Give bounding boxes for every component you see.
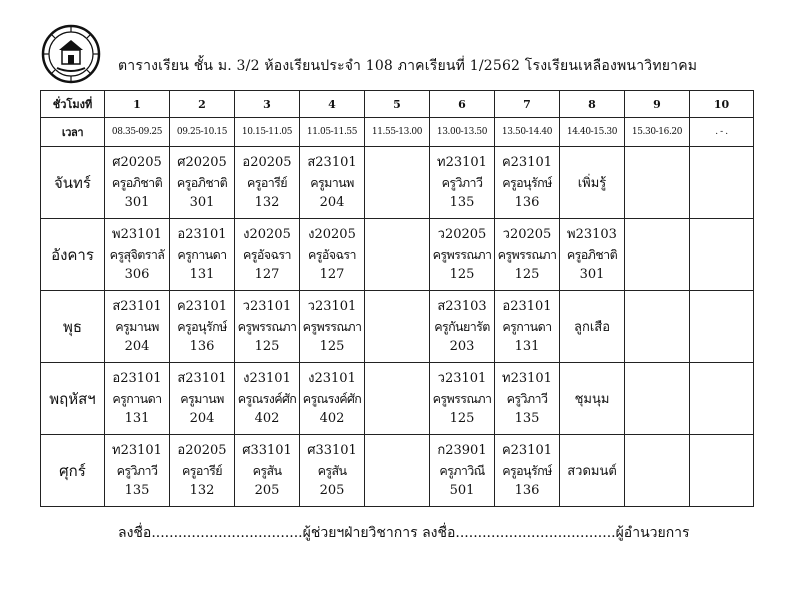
class-room: 125 <box>449 410 475 426</box>
class-teacher: ครูอนุรักษ์ <box>502 462 552 478</box>
class-teacher: ครูกานดา <box>502 318 552 334</box>
class-teacher: ครูอัจฉรา <box>308 246 356 262</box>
class-code: พ23101 <box>112 226 162 242</box>
class-code: ว23101 <box>437 370 487 386</box>
period-time: 13.50-14.40 <box>495 118 560 147</box>
class-code: อ23101 <box>177 226 227 242</box>
class-cell <box>170 363 235 435</box>
class-room: 301 <box>579 266 605 282</box>
class-cell <box>430 435 495 507</box>
schedule-table <box>40 90 754 507</box>
class-cell <box>170 435 235 507</box>
class-room: 131 <box>124 410 150 426</box>
day-name: จันทร์ <box>41 147 105 219</box>
class-room: 125 <box>514 266 540 282</box>
class-room: 132 <box>189 482 215 498</box>
empty-cell <box>625 435 690 507</box>
period-number: 6 <box>430 91 495 118</box>
class-code: ท23101 <box>437 154 487 170</box>
empty-cell <box>365 363 430 435</box>
period-number: 9 <box>625 91 690 118</box>
empty-cell <box>690 435 754 507</box>
class-teacher: ครูณรงค์ศัก <box>237 390 297 406</box>
class-cell <box>430 363 495 435</box>
class-room: 204 <box>124 338 150 354</box>
class-code: ส23101 <box>177 370 227 386</box>
class-room: 301 <box>189 194 215 210</box>
period-number: 5 <box>365 91 430 118</box>
day-row <box>41 291 754 363</box>
period-time: 08.35-09.25 <box>105 118 170 147</box>
class-teacher: ครูวิภาวี <box>116 462 158 478</box>
class-code: ศ20205 <box>177 154 227 170</box>
class-code: อ23101 <box>112 370 162 386</box>
class-teacher: ครูอภิชาติ <box>111 174 163 190</box>
class-cell <box>105 147 170 219</box>
class-code: ว23101 <box>307 298 357 314</box>
class-cell <box>235 147 300 219</box>
class-cell <box>300 435 365 507</box>
class-cell <box>495 363 560 435</box>
class-teacher: ครูพรรณภา <box>432 246 492 262</box>
class-teacher: ครูอารีย์ <box>246 174 288 190</box>
activity-cell: ชุมนุม <box>560 363 625 435</box>
class-cell <box>235 363 300 435</box>
period-time: 13.00-13.50 <box>430 118 495 147</box>
period-number: 8 <box>560 91 625 118</box>
class-room: 136 <box>514 194 540 210</box>
activity-cell: เพิ่มรู้ <box>560 147 625 219</box>
class-code: ก23901 <box>437 442 487 458</box>
class-teacher: ครูพรรณภา <box>497 246 557 262</box>
class-teacher: ครูมานพ <box>310 174 354 190</box>
empty-cell <box>690 291 754 363</box>
class-teacher: ครูวิภาวี <box>506 390 548 406</box>
class-cell <box>495 147 560 219</box>
class-code: อ20205 <box>242 154 292 170</box>
class-teacher: ครูอัจฉรา <box>243 246 291 262</box>
class-code: ศ20205 <box>112 154 162 170</box>
class-teacher: ครูพรรณภา <box>302 318 362 334</box>
school-seal-icon <box>41 24 101 84</box>
class-cell <box>300 219 365 291</box>
period-time: 11.55-13.00 <box>365 118 430 147</box>
period-time: . - . <box>690 118 754 147</box>
class-room: 125 <box>254 338 280 354</box>
class-cell <box>300 291 365 363</box>
class-cell <box>235 435 300 507</box>
time-row <box>41 118 754 147</box>
empty-cell <box>625 147 690 219</box>
class-teacher: ครูกานดา <box>112 390 162 406</box>
class-teacher: ครูภาวิณี <box>439 462 485 478</box>
class-room: 135 <box>514 410 540 426</box>
class-code: ว20205 <box>437 226 487 242</box>
class-room: 402 <box>319 410 345 426</box>
day-row <box>41 219 754 291</box>
period-time: 09.25-10.15 <box>170 118 235 147</box>
class-code: ศ33101 <box>307 442 357 458</box>
day-name: พุธ <box>41 291 105 363</box>
period-number: 3 <box>235 91 300 118</box>
class-cell <box>300 363 365 435</box>
class-cell <box>430 291 495 363</box>
class-cell <box>235 291 300 363</box>
period-time: 11.05-11.55 <box>300 118 365 147</box>
empty-cell <box>690 219 754 291</box>
class-room: 301 <box>124 194 150 210</box>
class-cell <box>105 435 170 507</box>
period-time: 15.30-16.20 <box>625 118 690 147</box>
class-teacher: ครูกันยารัต <box>434 318 490 334</box>
empty-cell <box>365 435 430 507</box>
class-code: อ23101 <box>502 298 552 314</box>
class-room: 127 <box>254 266 280 282</box>
class-code: ส23103 <box>437 298 487 314</box>
class-cell <box>170 147 235 219</box>
class-room: 125 <box>319 338 345 354</box>
class-cell <box>170 219 235 291</box>
class-teacher: ครูอภิชาติ <box>566 246 618 262</box>
class-cell <box>105 219 170 291</box>
period-number: 1 <box>105 91 170 118</box>
class-room: 136 <box>514 482 540 498</box>
day-row <box>41 363 754 435</box>
class-teacher: ครูอนุรักษ์ <box>177 318 227 334</box>
class-room: 205 <box>254 482 280 498</box>
period-number: 10 <box>690 91 754 118</box>
class-code: อ20205 <box>177 442 227 458</box>
class-code: ค23101 <box>501 154 553 170</box>
class-cell <box>430 147 495 219</box>
class-teacher: ครูมานพ <box>115 318 159 334</box>
class-cell <box>430 219 495 291</box>
class-teacher: ครูวิภาวี <box>441 174 483 190</box>
period-label: ชั่วโมงที่ <box>41 91 105 118</box>
class-room: 501 <box>449 482 475 498</box>
period-number: 4 <box>300 91 365 118</box>
class-code: ศ33101 <box>242 442 292 458</box>
period-number: 2 <box>170 91 235 118</box>
class-teacher: ครูอภิชาติ <box>176 174 228 190</box>
class-code: ค23101 <box>176 298 228 314</box>
class-cell <box>495 219 560 291</box>
class-room: 205 <box>319 482 345 498</box>
class-room: 203 <box>449 338 475 354</box>
class-code: ส23101 <box>307 154 357 170</box>
empty-cell <box>690 147 754 219</box>
day-name: พฤหัสฯ <box>41 363 105 435</box>
empty-cell <box>365 147 430 219</box>
class-cell <box>105 363 170 435</box>
class-teacher: ครูสัน <box>317 462 347 478</box>
day-name: อังคาร <box>41 219 105 291</box>
class-code: ว23101 <box>242 298 292 314</box>
page-title: ตารางเรียน ชั้น ม. 3/2 ห้องเรียนประจำ 108 ภาคเรียนที่ 1/2562 โรงเรียนเหลืองพนาวิทยาคม <box>118 58 698 74</box>
period-header-row <box>41 91 754 118</box>
class-code: ง20205 <box>308 226 356 242</box>
class-cell <box>495 435 560 507</box>
activity-cell: สวดมนต์ <box>560 435 625 507</box>
class-room: 125 <box>449 266 475 282</box>
class-room: 402 <box>254 410 280 426</box>
period-number: 7 <box>495 91 560 118</box>
signature-line: ลงชื่อ..................................ผู้ช่วยฯฝ่ายวิชาการ ลงชื่อ....................................ผู้อำนวยการ <box>118 525 690 541</box>
class-room: 132 <box>254 194 280 210</box>
empty-cell <box>625 363 690 435</box>
class-room: 135 <box>449 194 475 210</box>
class-code: ท23101 <box>502 370 552 386</box>
class-cell <box>235 219 300 291</box>
class-room: 131 <box>514 338 540 354</box>
class-code: ง23101 <box>243 370 291 386</box>
period-time: 10.15-11.05 <box>235 118 300 147</box>
class-room: 204 <box>189 410 215 426</box>
class-cell <box>105 291 170 363</box>
class-teacher: ครูสุจิตราลั <box>109 246 165 262</box>
period-time: 14.40-15.30 <box>560 118 625 147</box>
class-code: ค23101 <box>501 442 553 458</box>
time-label: เวลา <box>41 118 105 147</box>
class-code: ส23101 <box>112 298 162 314</box>
class-room: 127 <box>319 266 345 282</box>
day-row <box>41 435 754 507</box>
class-code: ท23101 <box>112 442 162 458</box>
class-room: 131 <box>189 266 215 282</box>
class-teacher: ครูกานดา <box>177 246 227 262</box>
class-cell <box>560 219 625 291</box>
class-code: ง20205 <box>243 226 291 242</box>
class-teacher: ครูอนุรักษ์ <box>502 174 552 190</box>
class-room: 204 <box>319 194 345 210</box>
class-cell <box>170 291 235 363</box>
empty-cell <box>365 219 430 291</box>
class-teacher: ครูมานพ <box>180 390 224 406</box>
class-teacher: ครูสัน <box>252 462 282 478</box>
class-code: ว20205 <box>502 226 552 242</box>
class-cell <box>495 291 560 363</box>
empty-cell <box>625 291 690 363</box>
class-code: พ23103 <box>567 226 617 242</box>
class-teacher: ครูพรรณภา <box>432 390 492 406</box>
class-cell <box>300 147 365 219</box>
day-name: ศุกร์ <box>41 435 105 507</box>
class-teacher: ครูอารีย์ <box>181 462 223 478</box>
empty-cell <box>625 219 690 291</box>
day-row <box>41 147 754 219</box>
empty-cell <box>690 363 754 435</box>
class-teacher: ครูณรงค์ศัก <box>302 390 362 406</box>
class-teacher: ครูพรรณภา <box>237 318 297 334</box>
class-room: 135 <box>124 482 150 498</box>
class-code: ง23101 <box>308 370 356 386</box>
activity-cell: ลูกเสือ <box>560 291 625 363</box>
class-room: 136 <box>189 338 215 354</box>
class-room: 306 <box>124 266 150 282</box>
empty-cell <box>365 291 430 363</box>
